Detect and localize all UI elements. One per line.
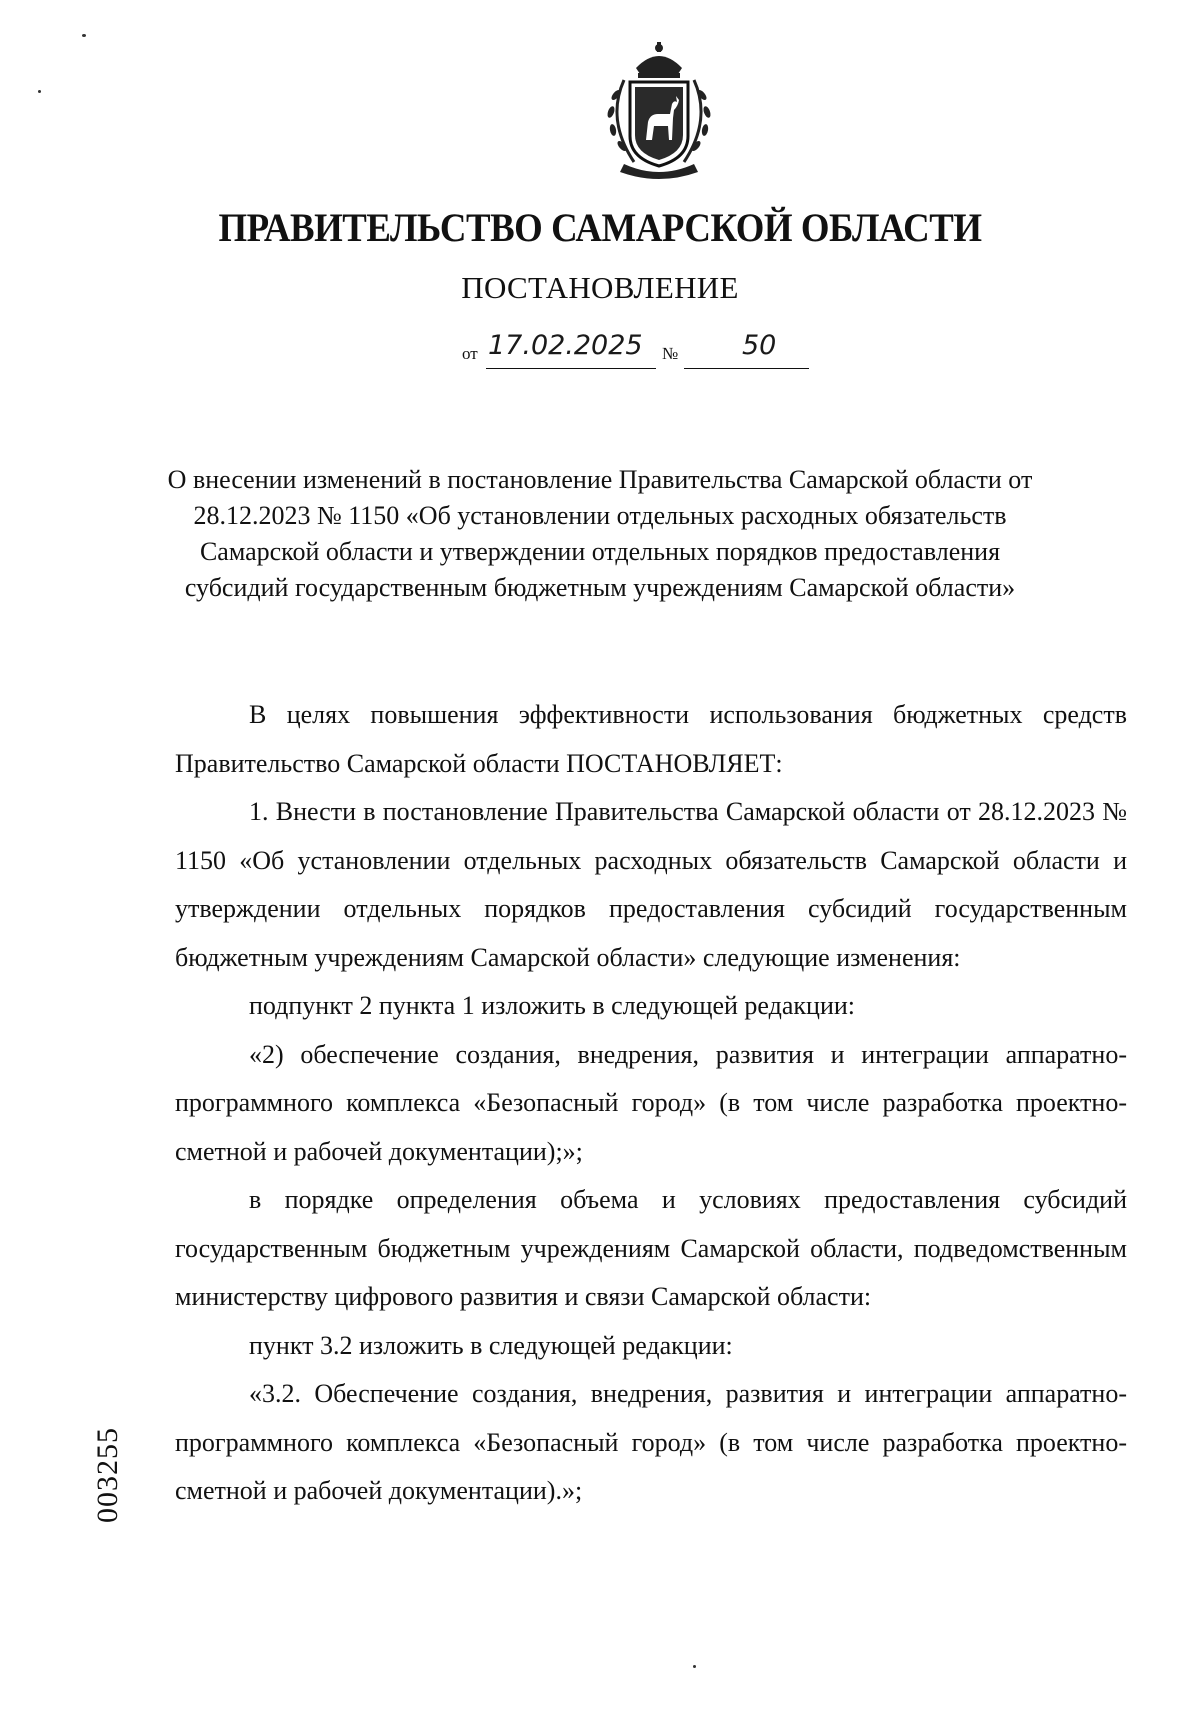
handwritten-number: 50: [742, 330, 777, 361]
date-underline: [486, 368, 656, 369]
number-underline: [684, 368, 809, 369]
scan-speck: [38, 90, 41, 93]
samara-coat-of-arms-icon: [594, 40, 724, 180]
date-label: от: [462, 344, 478, 363]
paragraph: «2) обеспечение создания, внедрения, развития и интеграции аппаратно-программного комплекса «Безопасный город» (в том числе разработка проектно-сметной и рабочей документации);»;: [175, 1039, 1127, 1166]
paragraph: в порядке определения объема и условиях предоставления субсидий государственным бюджетным учреждениям Самарской области, подведомственным министерству цифрового развития и связи Самарской области:: [175, 1185, 1127, 1311]
paragraph: 1. Внести в постановление Правительства Самарской области от 28.12.2023 № 1150 «Об установлении отдельных расходных обязательств Самарской области и утверждении отдельных порядков предоставления субсидий государственным бюджетным учреждениям Самарской области» следующие изменения:: [175, 797, 1127, 972]
document-body: [175, 691, 1127, 1516]
paragraph: В целях повышения эффективности использования бюджетных средств Правительство Самарской области ПОСТАНОВЛЯЕТ:: [175, 700, 1127, 778]
document-type: ПОСТАНОВЛЕНИЕ: [461, 270, 739, 305]
document-date-number: [462, 330, 862, 370]
handwritten-date: 17.02.2025: [488, 330, 643, 361]
number-label: №: [662, 344, 679, 363]
organization-title: ПРАВИТЕЛЬСТВО САМАРСКОЙ ОБЛАСТИ: [218, 205, 982, 250]
scan-speck: [82, 34, 86, 37]
paragraph: «3.2. Обеспечение создания, внедрения, развития и интеграции аппаратно-программного комплекса «Безопасный город» (в том числе разработка проектно-сметной и рабочей документации).»;: [175, 1379, 1127, 1505]
document-subject: О внесении изменений в постановление Правительства Самарской области от 28.12.2023 № 1150 «Об установлении отдельных расходных обязательств Самарской области и утверждении отдельных порядков предоставления субсидий государственным бюджетным учреждениям Самарской области»: [167, 465, 1033, 602]
margin-serial-number: 003255: [91, 1427, 124, 1523]
paragraph: подпункт 2 пункта 1 изложить в следующей редакции:: [249, 991, 855, 1020]
paragraph: пункт 3.2 изложить в следующей редакции:: [249, 1330, 733, 1360]
scan-speck: [693, 1665, 696, 1668]
